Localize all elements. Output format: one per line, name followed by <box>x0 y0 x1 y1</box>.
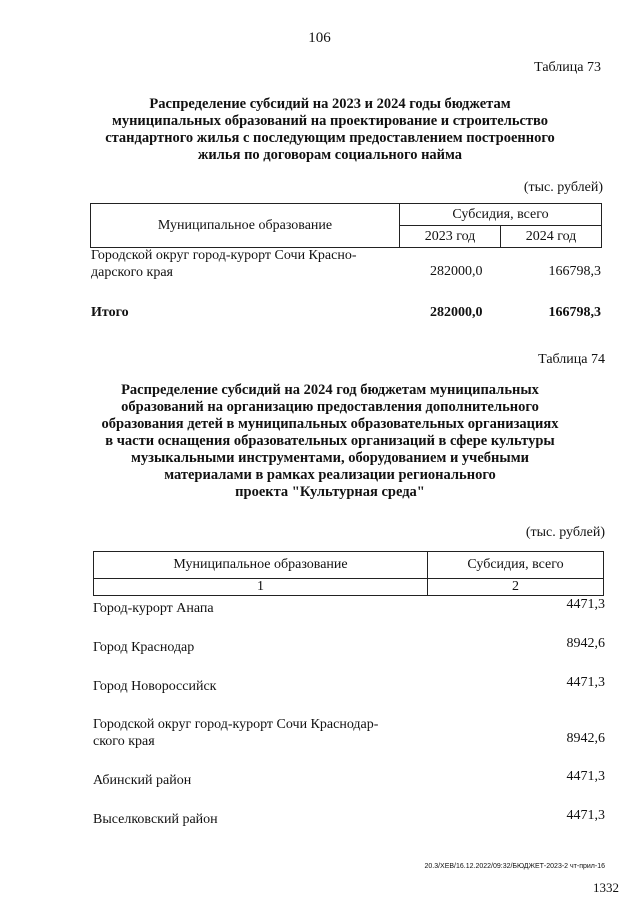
row-value: 4471,3 <box>566 769 605 784</box>
table-73-title <box>90 96 570 164</box>
row-value: 4471,3 <box>566 808 605 823</box>
header-municipality: Муниципальное образование <box>94 552 428 579</box>
table-row <box>93 716 378 750</box>
row-name-line: Городской округ город-курорт Сочи Краснодар- <box>93 717 379 732</box>
row-value-2024: 166798,3 <box>548 264 601 279</box>
row-name-line: Город Новороссийск <box>93 679 217 694</box>
header-col-1: 1 <box>94 579 428 596</box>
table-74-title <box>80 382 580 501</box>
table-73-header <box>90 203 602 248</box>
row-value: 4471,3 <box>566 675 605 690</box>
total-value-2023: 282000,0 <box>430 305 483 320</box>
row-name-line: Абинский район <box>93 773 192 788</box>
table-row <box>93 678 216 695</box>
table-row <box>91 247 356 281</box>
total-label: Итого <box>91 305 129 320</box>
row-name-line: ского края <box>93 734 155 749</box>
table-row <box>93 600 214 617</box>
title-line: жилья по договорам социального найма <box>197 147 463 163</box>
title-line: Распределение субсидий на 2024 год бюджетам муниципальных <box>121 382 539 398</box>
row-name-line: Выселковский район <box>93 812 218 827</box>
row-value: 8942,6 <box>566 731 605 746</box>
title-line: муниципальных образований на проектирование и строительство <box>111 113 549 129</box>
header-2024: 2024 год <box>501 226 602 248</box>
table-74-label: Таблица 74 <box>538 352 605 367</box>
table-74-header <box>93 551 604 596</box>
header-subsidy: Субсидия, всего <box>400 204 602 226</box>
row-value: 4471,3 <box>566 597 605 612</box>
row-name-line: Городской округ город-курорт Сочи Красно- <box>91 248 357 263</box>
header-subsidy: Субсидия, всего <box>428 552 604 579</box>
table-73-label: Таблица 73 <box>534 60 601 75</box>
table-74-units: (тыс. рублей) <box>525 525 605 540</box>
page-number: 106 <box>308 30 331 46</box>
title-line: проекта "Культурная среда" <box>235 484 425 500</box>
table-row <box>93 811 218 828</box>
title-line: Распределение субсидий на 2023 и 2024 годы бюджетам <box>149 96 511 112</box>
header-2023: 2023 год <box>400 226 501 248</box>
sheet-number: 1332 <box>593 880 619 895</box>
title-line: образования детей в муниципальных образовательных организациях <box>101 416 559 432</box>
row-value-2023: 282000,0 <box>430 264 483 279</box>
row-name-line: Город Краснодар <box>93 640 195 655</box>
row-name-line: Город-курорт Анапа <box>93 601 214 616</box>
header-municipality: Муниципальное образование <box>91 204 400 248</box>
title-line: материалами в рамках реализации регионального <box>164 467 496 483</box>
table-row <box>93 772 191 789</box>
title-line: музыкальными инструментами, оборудованием и учебными <box>131 450 529 466</box>
title-line: образований на организацию предоставления дополнительного <box>121 399 539 415</box>
title-line: в части оснащения образовательных организаций в сфере культуры <box>105 433 555 449</box>
table-row <box>93 639 194 656</box>
row-name-line: дарского края <box>91 265 173 280</box>
title-line: стандартного жилья с последующим предоставлением построенного <box>105 130 555 146</box>
row-value: 8942,6 <box>566 636 605 651</box>
total-value-2024: 166798,3 <box>548 305 601 320</box>
table-73-units: (тыс. рублей) <box>523 180 603 195</box>
header-col-2: 2 <box>428 579 604 596</box>
document-code: 20.3/ХЕВ/16.12.2022/09:32/БЮДЖЕТ-2023-2 чт-прил-16 <box>424 863 605 870</box>
